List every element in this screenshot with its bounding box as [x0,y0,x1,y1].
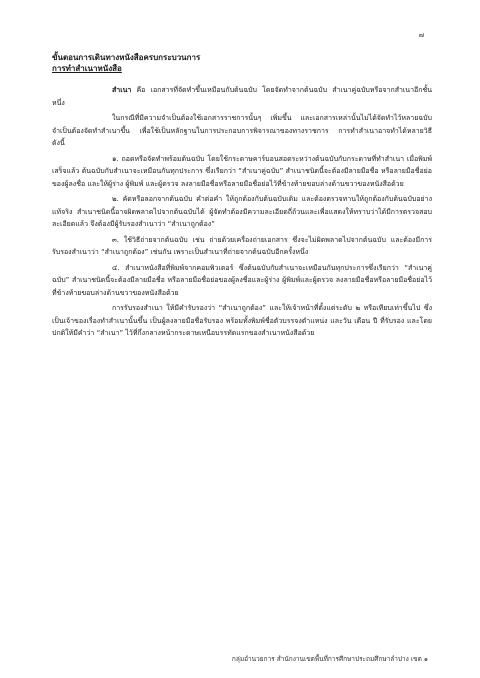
method-item-4: ๔. สำเนาหนังสือที่พิมพ์จากคอมพิวเตอร์ ซึ่งต้นฉบับกับสำเนาจะเหมือนกันทุกประการซึ่งเรียกว่า “สำเนาคู่ฉบับ” สำเนาชนิดนี้จะต้องมีลายมือชื่อ หรือลายมือชื่อย่อของผู้ลงชื่อและผู้ร่าง ผู้พิมพ์และผู้ตรวจ ลงลายมือชื่อหรือลายมือชื่อย่อไว้ที่ข้างท้ายขอบล่างด้านขวาของหนังสือด้วย [52,263,432,297]
definition-term: สำเนา [112,86,132,94]
method-item-3: ๓. ใช้วิธีถ่ายจากต้นฉบับ เช่น ถ่ายด้วยเครื่องถ่ายเอกสาร ซึ่งจะไม่ผิดพลาดไปจากต้นฉบับ และต้องมีการรับรองสำเนาว่า “สำเนาถูกต้อง” เช่นกัน เพราะเป็นสำเนาที่ถ่ายจากต้นฉบับอีกครั้งหนึ่ง [52,235,432,256]
method-item-1: ๑. ถอดหรือจัดทำพร้อมต้นฉบับ โดยใช้กระดาษคาร์บอนสอดระหว่างต้นฉบับกับกระดาษที่ทำสำเนา เมื่อพิมพ์เสร็จแล้ว ต้นฉบับกับสำเนาจะเหมือนกันทุกประการ ซึ่งเรียกว่า “สำเนาคู่ฉบับ” สำเนาชนิดนี้จะต้องมีลายมือชื่อ หรือลายมือชื่อย่อของผู้ลงชื่อ และให้ผู้ร่าง ผู้พิมพ์ และผู้ตรวจ ลงลายมือชื่อหรือลายมือชื่อย่อไว้ที่ข้างท้ายขอบล่างด้านขวาของหนังสือด้วย [52,154,432,188]
intro-paragraph [52,84,432,109]
paragraph-purpose: ในกรณีที่มีความจำเป็นต้องใช้เอกสารราชการนั้นๆ เพิ่มขึ้น และเอกสารเหล่านั้นไม่ได้จัดทำไว้หลายฉบับ จำเป็นต้องจัดทำสำเนาขึ้น เพื่อใช้เป็นหลักฐานในการประกอบการพิจารณาของทางราชการ การทำสำเนาอาจทำได้หลายวิธี ดังนี้ [52,114,432,147]
paragraph-certification: การรับรองสำเนา ให้มีคำรับรองว่า “สำเนาถูกต้อง” และให้เจ้าหน้าที่ตั้งแต่ระดับ ๒ หรือเทียบเท่าขึ้นไป ซึ่งเป็นเจ้าของเรื่องทำสำเนานั้นขึ้น เป็นผู้ลงลายมือชื่อรับรอง พร้อมทั้งพิมพ์ชื่อตัวบรรจงตำแหน่ง และวัน เดือน ปี ที่รับรอง และโดยปกติให้มีคำว่า “สำเนา” ไว้ที่กึ่งกลางหน้ากระดาษเหนือบรรทัดแรกของสำเนาหนังสือด้วย [52,304,432,337]
method-item-2: ๒. คัดหรือลอกจากต้นฉบับ คำต่อคำ ให้ถูกต้องกับต้นฉบับเดิม และต้องตรวจทานให้ถูกต้องกับต้นฉบับอย่างแท้จริง สำเนาชนิดนี้อาจผิดพลาดไปจากต้นฉบับได้ ผู้จัดทำต้องมีความละเอียดถี่ถ้วนและเพื่อแสดงให้ทราบว่าได้มีการตรวจสอบละเอียดแล้ว จึงต้องมีผู้รับรองสำเนาว่า “สำเนาถูกต้อง” [52,195,432,228]
document-body [52,52,432,343]
page-number: ๗ [418,31,424,39]
definition-text: คือ เอกสารที่จัดทำขึ้นเหมือนกับต้นฉบับ โดยจัดทำจากต้นฉบับ สำเนาคู่ฉบับหรือจากสำเนาอีกชั้นหนึ่ง [52,86,432,107]
subsection-heading: การทำสำเนาหนังสือ [52,64,122,73]
page-footer: กลุ่มอำนวยการ สำนักงานเขตพื้นที่การศึกษาประถมศึกษาลำปาง เขต ๑ [231,655,428,663]
section-heading: ขั้นตอนการเดินทางหนังสือครบกระบวนการ [52,53,201,62]
